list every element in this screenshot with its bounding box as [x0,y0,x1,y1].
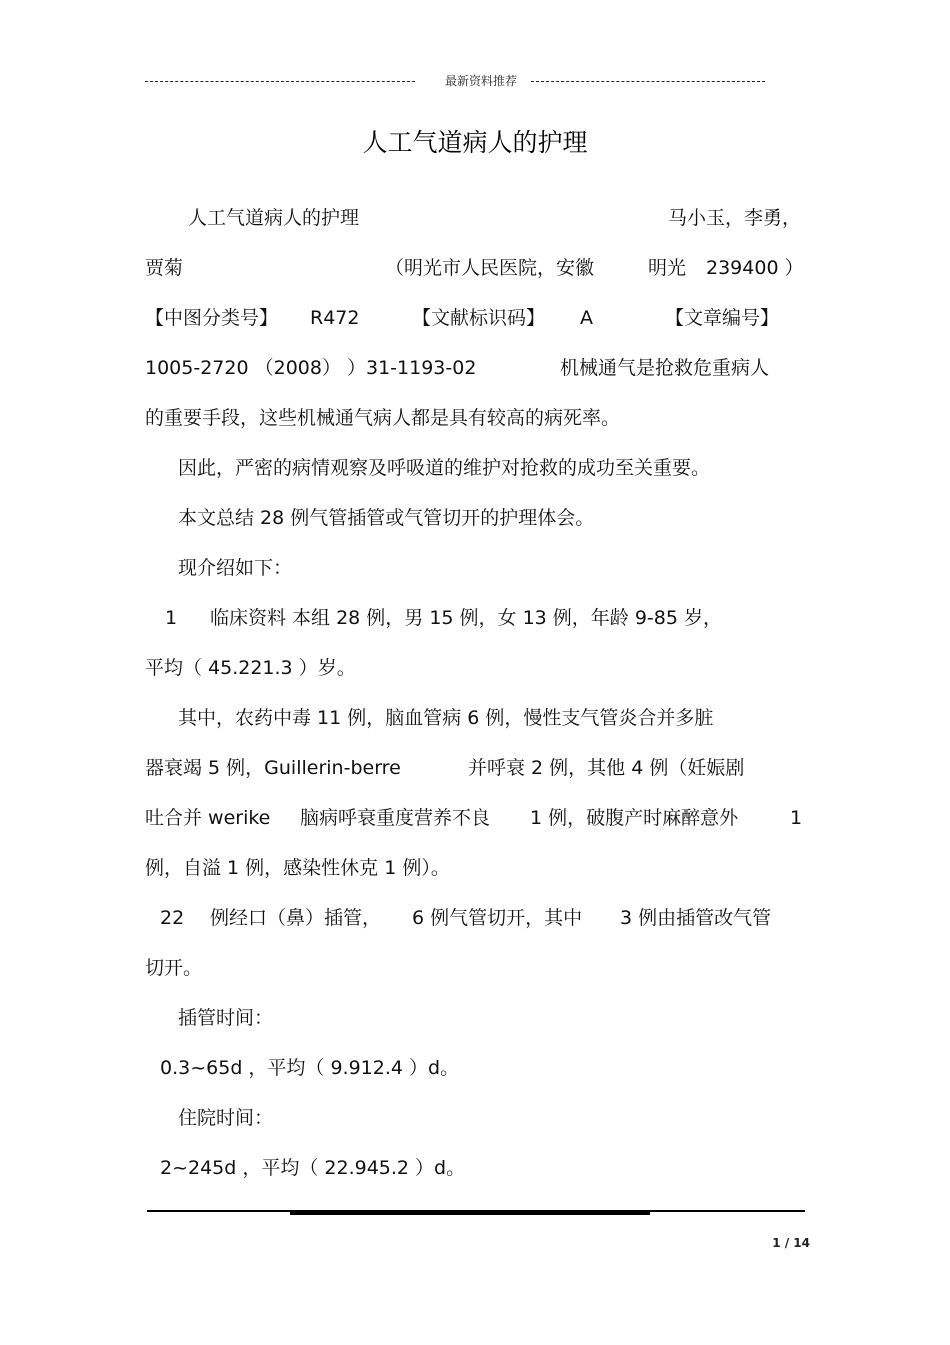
header-label: 最新资料推荐 [445,74,518,88]
document-title: 人工气道病人的护理 [362,128,588,157]
line-part: 因此，严密的病情观察及呼吸道的维护对抢救的成功至关重要。 [178,457,711,479]
line-part: 例，自溢 1 例，感染性休克 1 例）。 [145,857,450,879]
line-part: 其中，农药中毒 11 例，脑血管病 6 例，慢性支气管炎合并多脏 [178,707,714,729]
line-part: 贾菊 [145,257,184,279]
line-part: 切开。 [145,957,203,979]
line-part: 马小玉，李勇， [668,207,802,229]
line-part: 明光 [648,257,687,279]
line-part: 2~245d ，平均（ 22.945.2 ）d。 [160,1157,466,1179]
line-part: 3 例由插管改气管 [620,907,772,929]
line-part: A [580,307,593,329]
line-part: 1 例，破腹产时麻醉意外 [530,807,739,829]
line-part: 现介绍如下： [178,557,293,579]
line-part: 【文章编号】 [665,307,780,329]
line-part: 22 [160,907,185,929]
line-part: （明光市人民医院，安徽 [385,257,595,279]
line-part: 1005-2720 （2008） ）31-1193-02 [145,357,477,379]
line-part: 临床资料 本组 28 例，男 15 例，女 13 例，年龄 9-85 岁， [210,607,723,629]
header-dashes-left [145,81,415,82]
line-part: 0.3~65d ，平均（ 9.912.4 ）d。 [160,1057,460,1079]
line-part: 的重要手段，这些机械通气病人都是具有较高的病死率。 [145,407,621,429]
line-part: 1 [165,607,178,629]
line-part: R472 [310,307,360,329]
footer-divider-shadow [290,1212,650,1215]
line-part: 吐合并 werike [145,807,271,829]
line-part: 人工气道病人的护理 [188,207,360,229]
line-part: 并呼衰 2 例，其他 4 例（妊娠剧 [468,757,745,779]
line-part: 住院时间： [178,1107,274,1129]
line-part: 本文总结 28 例气管插管或气管切开的护理体会。 [178,507,595,529]
page-number: 1 / 14 [772,1236,810,1250]
line-part: 6 例气管切开，其中 [412,907,583,929]
line-part: 【中图分类号】 [145,307,279,329]
line-part: 脑病呼衰重度营养不良 [300,807,491,829]
line-part: 器衰竭 5 例，Guillerin-berre [145,757,401,779]
line-part: 机械通气是抢救危重病人 [560,357,770,379]
line-part: 1 [790,807,803,829]
line-part: 平均（ 45.221.3 ）岁。 [145,657,356,679]
page-header [145,72,765,92]
line-part: 插管时间： [178,1007,274,1029]
header-dashes-right [531,81,765,82]
line-part: 例经口（鼻）插管， [210,907,382,929]
line-part: 239400 ） [706,257,804,279]
line-part: 【文献标识码】 [412,307,546,329]
